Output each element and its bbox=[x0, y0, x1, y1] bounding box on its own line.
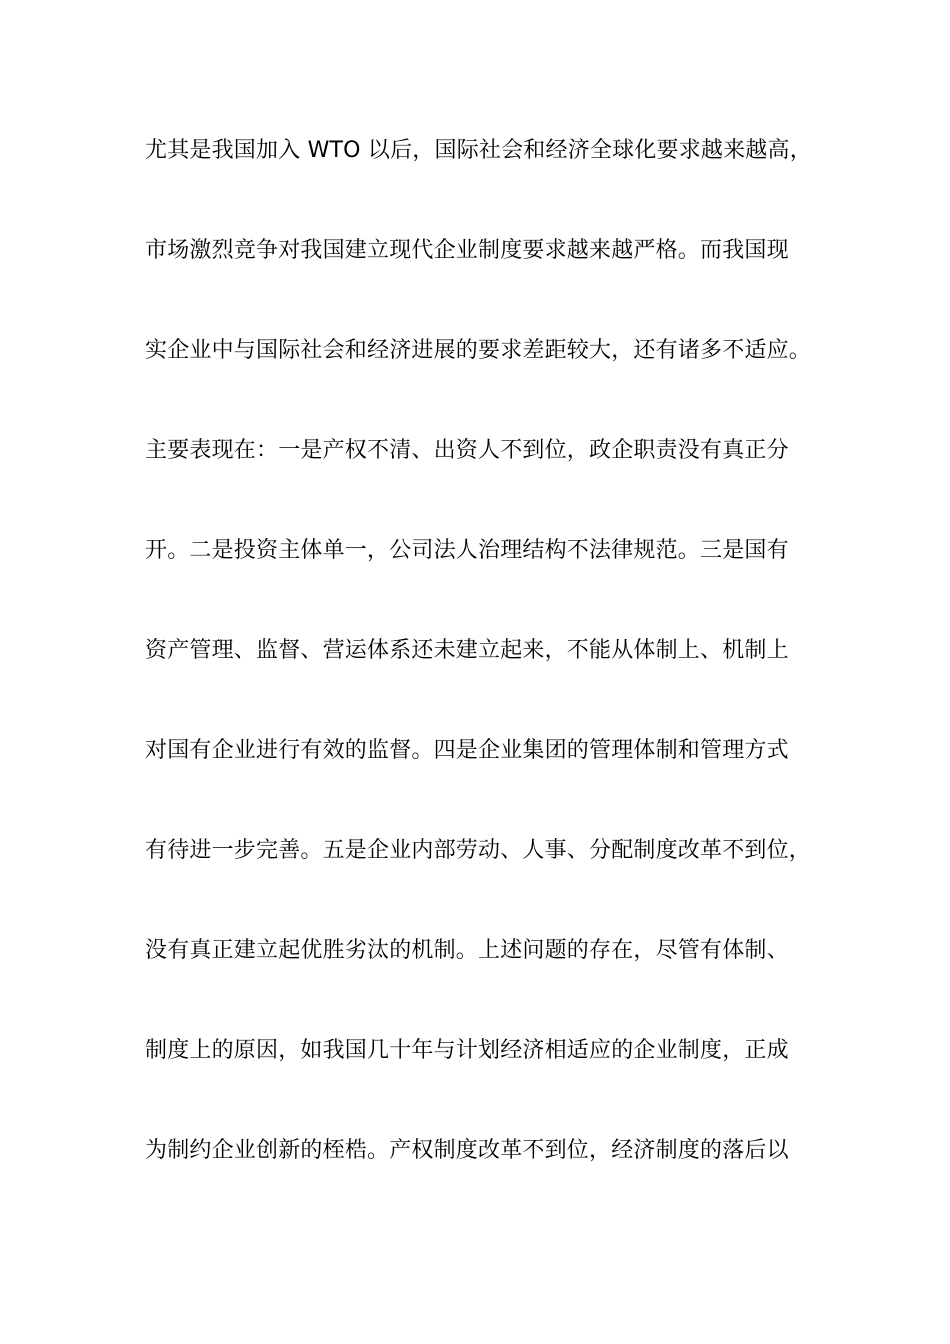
text-line-10: 制度上的原因，如我国几十年与计划经济相适应的企业制度，正成 bbox=[145, 1038, 789, 1063]
text-line-5: 开。二是投资主体单一，公司法人治理结构不法律规范。三是国有 bbox=[145, 538, 789, 563]
text-line-6: 资产管理、监督、营运体系还未建立起来，不能从体制上、机制上 bbox=[145, 638, 789, 663]
body-text bbox=[145, 126, 825, 1226]
text-line-1: 尤其是我国加入 WTO 以后，国际社会和经济全球化要求越来越高， bbox=[145, 138, 812, 163]
text-line-4: 主要表现在：一是产权不清、出资人不到位，政企职责没有真正分 bbox=[145, 438, 789, 463]
text-line-2: 市场激烈竞争对我国建立现代企业制度要求越来越严格。而我国现 bbox=[145, 238, 789, 263]
text-line-11: 为制约企业创新的桎梏。产权制度改革不到位，经济制度的落后以 bbox=[145, 1138, 789, 1163]
text-line-9: 没有真正建立起优胜劣汰的机制。上述问题的存在，尽管有体制、 bbox=[145, 938, 789, 963]
text-line-7: 对国有企业进行有效的监督。四是企业集团的管理体制和管理方式 bbox=[145, 738, 789, 763]
text-line-3: 实企业中与国际社会和经济进展的要求差距较大，还有诸多不适应。 bbox=[145, 338, 812, 363]
text-line-8: 有待进一步完善。五是企业内部劳动、人事、分配制度改革不到位， bbox=[145, 838, 812, 863]
